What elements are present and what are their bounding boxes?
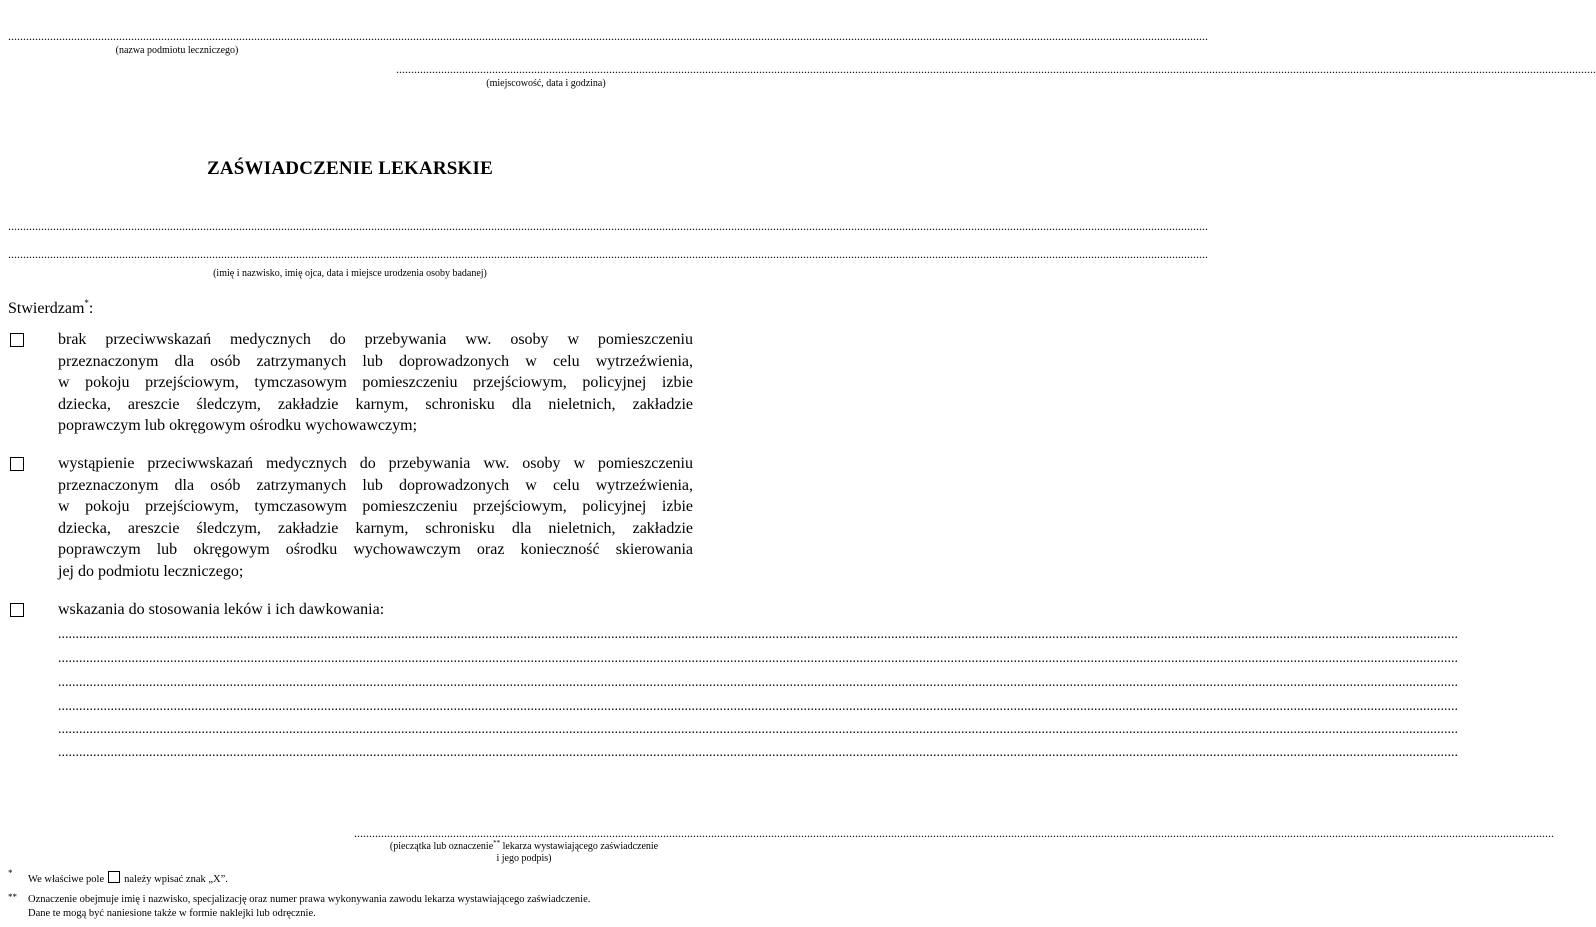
place-date-field[interactable]: ................................................................................................................................................................................................................................................................................................................................................................................................................: [396, 62, 1596, 76]
footnote-1: We właściwe pole należy wpisać znak „X”.: [28, 871, 228, 887]
person-caption: (imię i nazwisko, imię ojca, data i miejsce urodzenia osoby badanej): [213, 268, 487, 279]
dosage-line-3[interactable]: ................................................................................................................................................................................................................................................................................................................................................................................................................: [58, 675, 1458, 690]
option-2-text: wystąpienie przeciwwskazań medycznych do przebywania ww. osoby w pomieszczeniu przeznaczonym dla osób zatrzymanych lub doprowadzonych w celu wytrzeźwienia, w pokoju przejściowym, tymczasowym pomieszczeniu przejściowym, policyjnej izbie dziecka, areszcie śledczym, zakładzie karnym, schronisku dla nieletnich, zakładzie poprawczym lub okręgowym ośrodku wychowawczym oraz konieczność skierowania jej do podmiotu leczniczego;: [58, 455, 693, 580]
signature-caption: (pieczątka lub oznaczenie** lekarza wystawiającego zaświadczenie i jego podpis): [389, 839, 659, 864]
option-3-checkbox[interactable]: [10, 603, 24, 617]
checkbox-example-icon: [108, 871, 120, 883]
person-field-line-1[interactable]: ................................................................................................................................................................................................................................................................................................................................................................................................................: [8, 219, 1208, 233]
footnote-2: Oznaczenie obejmuje imię i nazwisko, specjalizację oraz numer prawa wykonywania zawodu lekarza wystawiającego zaświadczenie. Dane te mogą być naniesione także w formie naklejki lub odręcznie.: [28, 894, 591, 919]
person-field-line-2[interactable]: ................................................................................................................................................................................................................................................................................................................................................................................................................: [8, 247, 1208, 261]
document-title: ZAŚWIADCZENIE LEKARSKIE: [207, 158, 493, 179]
dosage-line-4[interactable]: ................................................................................................................................................................................................................................................................................................................................................................................................................: [58, 699, 1458, 714]
dosage-line-5[interactable]: ................................................................................................................................................................................................................................................................................................................................................................................................................: [58, 722, 1458, 737]
dosage-line-2[interactable]: ................................................................................................................................................................................................................................................................................................................................................................................................................: [58, 651, 1458, 666]
footnote-1-marker: *: [8, 868, 13, 878]
place-date-caption: (miejscowość, data i godzina): [486, 78, 606, 89]
facility-name-field[interactable]: ................................................................................................................................................................................................................................................................................................................................................................................................................: [8, 29, 1208, 43]
signature-field[interactable]: ................................................................................................................................................................................................................................................................................................................................................................................................................: [354, 826, 1554, 840]
option-2-checkbox[interactable]: [10, 457, 24, 471]
option-1-text: brak przeciwwskazań medycznych do przebywania ww. osoby w pomieszczeniu przeznaczonym dla osób zatrzymanych lub doprowadzonych w celu wytrzeźwienia, w pokoju przejściowym, tymczasowym pomieszczeniu przejściowym, policyjnej izbie dziecka, areszcie śledczym, zakładzie karnym, schronisku dla nieletnich, zakładzie poprawczym lub okręgowym ośrodku wychowawczym;: [58, 331, 693, 434]
dosage-line-1[interactable]: ................................................................................................................................................................................................................................................................................................................................................................................................................: [58, 627, 1458, 642]
footnote-2-marker: **: [8, 892, 17, 902]
facility-caption: (nazwa podmiotu leczniczego): [115, 45, 239, 56]
dosage-line-6[interactable]: ................................................................................................................................................................................................................................................................................................................................................................................................................: [58, 745, 1458, 760]
option-3-text: wskazania do stosowania leków i ich dawkowania:: [58, 601, 385, 618]
statement-label: Stwierdzam*:: [8, 298, 94, 317]
statement-footnote-marker: *: [84, 298, 89, 308]
option-1-checkbox[interactable]: [10, 333, 24, 347]
